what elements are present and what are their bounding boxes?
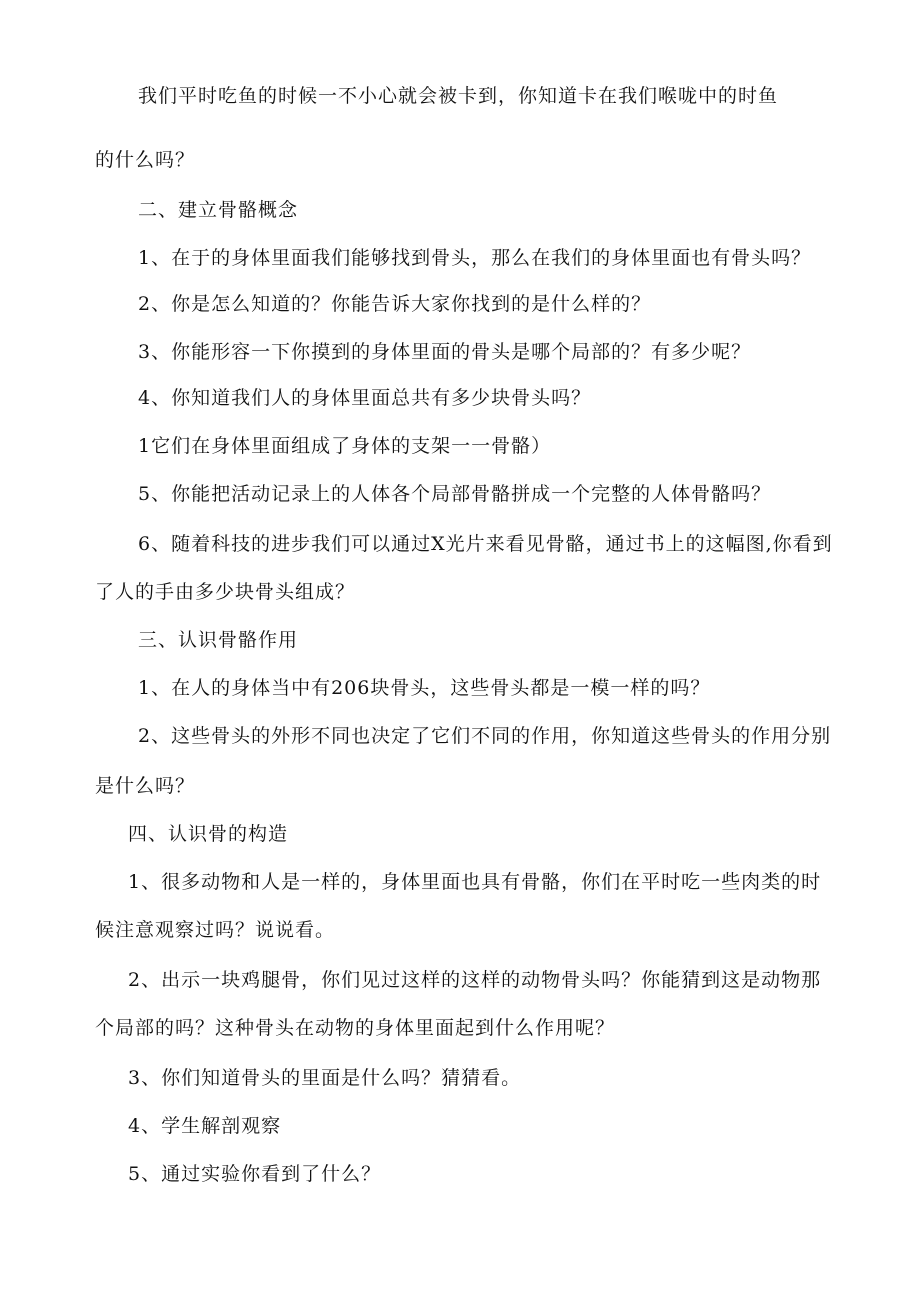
paragraph-line: 了人的手由多少块骨头组成？ — [95, 581, 356, 603]
paragraph-line: 的什么吗？ — [95, 149, 196, 171]
paragraph-line: 1、在人的身体当中有206块骨头，这些骨头都是一模一样的吗？ — [138, 677, 711, 699]
paragraph-line: 2、出示一块鸡腿骨，你们见过这样的这样的动物骨头吗？你能猜到这是动物那 — [128, 969, 822, 991]
paragraph-line: 1、很多动物和人是一样的，身体里面也具有骨骼，你们在平时吃一些肉类的时 — [128, 871, 822, 893]
paragraph-line: 2、你是怎么知道的？你能告诉大家你找到的是什么样的？ — [138, 293, 652, 315]
paragraph-line: 2、这些骨头的外形不同也决定了它们不同的作用，你知道这些骨头的作用分别 — [138, 725, 832, 747]
paragraph-line: 我们平时吃鱼的时候一不小心就会被卡到，你知道卡在我们喉咙中的时鱼 — [138, 85, 779, 107]
section-heading: 三、认识骨骼作用 — [138, 629, 299, 651]
paragraph-line: 5、你能把活动记录上的人体各个局部骨骼拼成一个完整的人体骨骼吗？ — [138, 483, 772, 505]
section-heading: 二、建立骨骼概念 — [138, 199, 299, 221]
paragraph-line: 1、在于的身体里面我们能够找到骨头，那么在我们的身体里面也有骨头吗？ — [138, 247, 812, 269]
paragraph-line: 4、你知道我们人的身体里面总共有多少块骨头吗？ — [138, 387, 592, 409]
paragraph-line: 3、你们知道骨头的里面是什么吗？猜猜看。 — [128, 1067, 522, 1089]
paragraph-line: 候注意观察过吗？说说看。 — [95, 919, 336, 941]
paragraph-line: 1它们在身体里面组成了身体的支架一一骨骼） — [138, 435, 552, 457]
section-heading: 四、认识骨的构造 — [128, 823, 289, 845]
paragraph-line: 6、随着科技的进步我们可以通过X光片来看见骨骼，通过书上的这幅图,你看到 — [138, 533, 833, 555]
paragraph-line: 5、通过实验你看到了什么？ — [128, 1163, 382, 1185]
paragraph-line: 3、你能形容一下你摸到的身体里面的骨头是哪个局部的？有多少呢？ — [138, 341, 752, 363]
paragraph-line: 个局部的吗？这种骨头在动物的身体里面起到什么作用呢？ — [95, 1017, 616, 1039]
paragraph-line: 是什么吗？ — [95, 775, 196, 797]
paragraph-line: 4、学生解剖观察 — [128, 1115, 282, 1137]
